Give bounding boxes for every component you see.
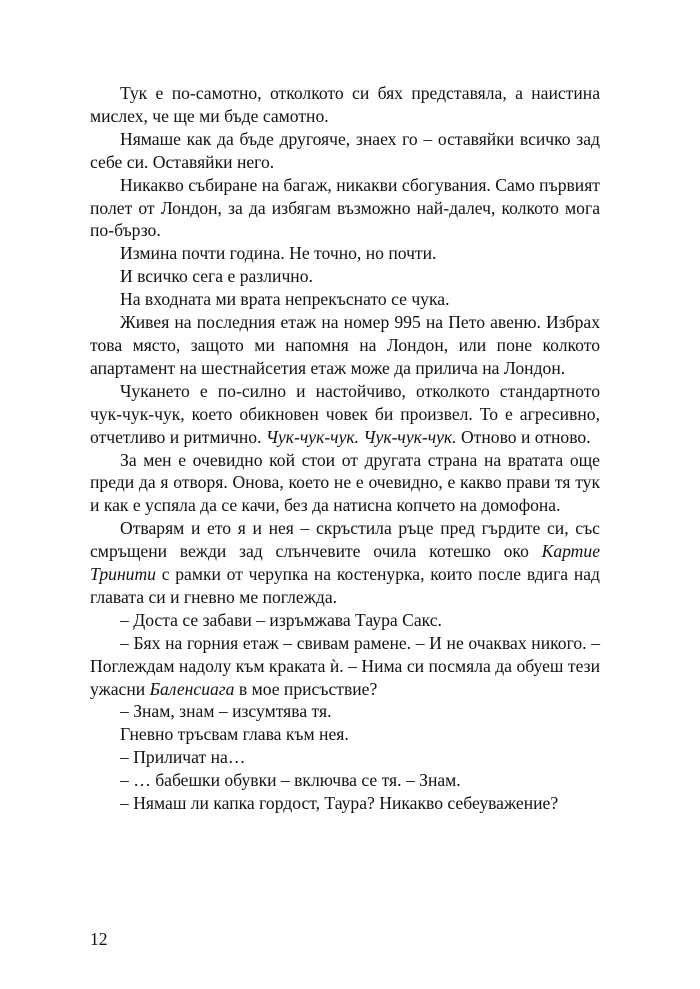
text-run: с рамки от черупка на костенурка, които после вдига над главата си и гневно ме поглежда. bbox=[90, 564, 600, 607]
italic-run: Чук-чук-чук. Чук-чук-чук. bbox=[265, 426, 457, 447]
body-text bbox=[90, 82, 600, 815]
paragraph bbox=[90, 792, 600, 815]
text-run: Измина почти година. Не точно, но почти. bbox=[120, 243, 437, 264]
paragraph bbox=[90, 82, 600, 128]
text-run: – Доста се забави – изръмжава Таура Сакс. bbox=[120, 609, 442, 630]
paragraph bbox=[90, 380, 600, 449]
paragraph bbox=[90, 128, 600, 174]
page-number: 12 bbox=[90, 929, 108, 949]
paragraph bbox=[90, 609, 600, 632]
text-run: Отново и отново. bbox=[456, 426, 591, 447]
italic-run: Картие Тринити bbox=[90, 541, 600, 585]
text-run: – Приличат на… bbox=[120, 747, 246, 768]
paragraph bbox=[90, 449, 600, 518]
paragraph bbox=[90, 769, 600, 792]
paragraph bbox=[90, 700, 600, 723]
text-run: Нямаше как да бъде другояче, знаех го – оставяйки всичко зад себе си. Оставяйки него. bbox=[90, 128, 600, 172]
text-run: – Бях на горния етаж – свивам рамене. – И не очаквах никого. – Поглеждам надолу към краката ѝ. – Нима си посмяла да обуеш тези ужасни bbox=[90, 632, 600, 699]
text-run: Никакво събиране на багаж, никакви сбогувания. Само първият полет от Лондон, за да избягам възможно най-далеч, колкото мога по-бързо. bbox=[90, 174, 600, 241]
text-run: Гневно тръсвам глава към нея. bbox=[120, 724, 349, 745]
text-run: – Нямаш ли капка гордост, Таура? Никакво себеуважение? bbox=[120, 793, 559, 814]
paragraph bbox=[90, 242, 600, 265]
text-run: На входната ми врата непрекъснато се чука. bbox=[120, 289, 450, 310]
paragraph bbox=[90, 723, 600, 746]
paragraph bbox=[90, 288, 600, 311]
italic-run: Баленсиага bbox=[149, 678, 235, 699]
paragraph bbox=[90, 746, 600, 769]
text-run: Чукането е по-силно и настойчиво, отколкото стандартното чук-чук-чук, което обикновен човек би произвел. То е агресивно, отчетливо и ритмично. bbox=[90, 380, 600, 447]
text-run: Отварям и ето я и нея – скръстила ръце пред гърдите си, със смръщени вежди зад слънчевите очила котешко око bbox=[90, 518, 600, 562]
text-run: Живея на последния етаж на номер 995 на Пето авеню. Избрах това място, защото ми напомня на Лондон, или поне колкото апартамент на шестнайсетия етаж може да прилича на Лондон. bbox=[90, 312, 600, 378]
text-run: в мое присъствие? bbox=[234, 678, 378, 699]
text-run: – Знам, знам – изсумтява тя. bbox=[120, 701, 332, 722]
text-run: За мен е очевидно кой стои от другата страна на вратата още преди да я отворя. Онова, което не е очевидно, е какво прави тя тук и как е успяла да се качи, без да натисна копчето на домофона. bbox=[90, 449, 600, 516]
paragraph bbox=[90, 265, 600, 288]
paragraph bbox=[90, 174, 600, 243]
paragraph bbox=[90, 517, 600, 609]
text-run: Тук е по-самотно, отколкото си бях представяла, а наистина мислех, че ще ми бъде самотно. bbox=[90, 83, 600, 126]
paragraph bbox=[90, 311, 600, 380]
paragraph bbox=[90, 632, 600, 701]
text-run: И всичко сега е различно. bbox=[120, 266, 313, 287]
text-run: – … бабешки обувки – включва се тя. – Знам. bbox=[120, 770, 461, 791]
